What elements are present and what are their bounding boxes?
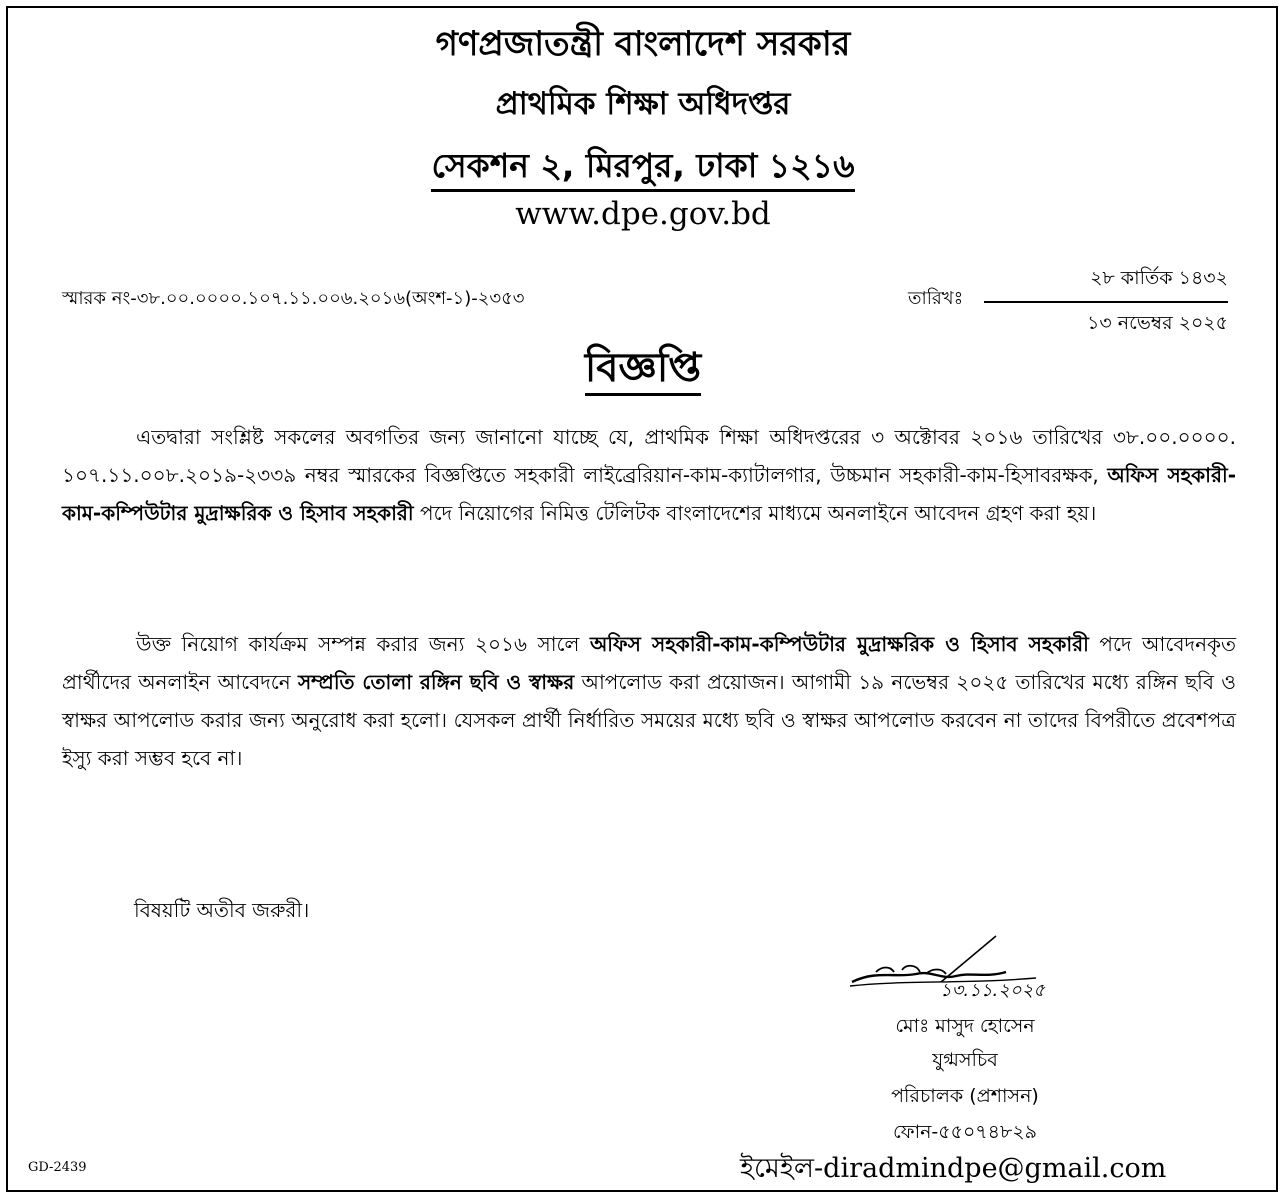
handwritten-date: ১৩.১১.২০২৫ [940, 980, 1045, 1001]
directorate-title: প্রাথমিক শিক্ষা অধিদপ্তর [495, 86, 791, 122]
paragraph-2-bold-post: অফিস সহকারী-কাম-কম্পিউটার মুদ্রাক্ষরিক ও হিসাব সহকারী [589, 632, 1089, 656]
notice-title-text: বিজ্ঞপ্তি [585, 345, 701, 396]
signatory-phone: ফোন-৫৫০৭৪৮২৯ [892, 1121, 1037, 1143]
closing-line: বিষয়টি অতীব জরুরী। [134, 898, 310, 922]
government-title: গণপ্রজাতন্ত্রী বাংলাদেশ সরকার [435, 24, 851, 64]
paragraph-2-text-a: উক্ত নিয়োগ কার্যক্রম সম্পন্ন করার জন্য ২০১৬ সালে [136, 632, 590, 656]
office-address-text: সেকশন ২, মিরপুর, ঢাকা ১২১৬ [431, 146, 854, 192]
date-bangla: ২৮ কার্তিক ১৪৩২ [984, 264, 1228, 303]
memo-number: স্মারক নং-৩৮.০০.০০০০.১০৭.১১.০০৬.২০১৬(অংশ-১)-২৩৫৩ [62, 288, 525, 309]
website-link[interactable]: www.dpe.gov.bd [515, 196, 771, 232]
paragraph-2-bold-photo: সম্প্রতি তোলা রঙ্গিন ছবি ও স্বাক্ষর [297, 670, 575, 694]
paragraph-1-bold-post: অফিস সহকারী-কাম-কম্পিউটার মুদ্রাক্ষরিক ও হিসাব সহকারী [62, 463, 1236, 525]
signatory-email[interactable]: ইমেইল-diradmindpe@gmail.com [740, 1153, 1167, 1184]
signatory-role: পরিচালক (প্রশাসন) [891, 1085, 1039, 1107]
paragraph-1-text-b: পদে নিয়োগের নিমিত্ত টেলিটক বাংলাদেশের মাধ্যমে অনলাইনে আবেদন গ্রহণ করা হয়। [413, 501, 1097, 525]
signatory-name: মোঃ মাসুদ হোসেন [895, 1015, 1035, 1037]
handwritten-signature [846, 930, 1116, 1010]
date-label: তারিখঃ [908, 288, 964, 309]
notice-title [0, 336, 1286, 403]
office-address [0, 140, 1286, 196]
paragraph-2-text-c: আপলোড করা প্রয়োজন। আগামী ১৯ নভেম্বর ২০২৫ তারিখের মধ্যে রঙ্গিন ছবি ও স্বাক্ষর আপলোড করার জন্য অনুরোধ করা হলো। যেসকল প্রার্থী নির্ধারিত সময়ের মধ্যে ছবি ও স্বাক্ষর আপলোড করবেন না তাদের বিপরীতে প্রবেশপত্র ইস্যু করা সম্ভব হবে না। [62, 670, 1236, 770]
signatory-designation: যুগ্মসচিব [932, 1049, 998, 1071]
paragraph-2 [62, 625, 1236, 777]
date-block [984, 264, 1228, 341]
paragraph-2-text-b: পদে আবেদনকৃত প্রার্থীদের অনলাইন আবেদনে [62, 632, 1237, 694]
footer-code: GD-2439 [28, 1160, 87, 1175]
paragraph-1 [62, 418, 1236, 532]
date-english: ১৩ নভেম্বর ২০২৫ [1087, 312, 1228, 334]
paragraph-1-text-a: এতদ্বারা সংশ্লিষ্ট সকলের অবগতির জন্য জানানো যাচ্ছে যে, প্রাথমিক শিক্ষা অধিদপ্তরের ৩ অক্টোবর ২০১৬ তারিখের ৩৮.০০.০০০০. ১০৭.১১.০০৮.২০১৯-২৩৩৯ নম্বর স্মারকের বিজ্ঞপ্তিতে সহকারী লাইব্রেরিয়ান-কাম-ক্যাটালগার, উচ্চমান সহকারী-কাম-হিসাবরক্ষক, [62, 425, 1236, 487]
